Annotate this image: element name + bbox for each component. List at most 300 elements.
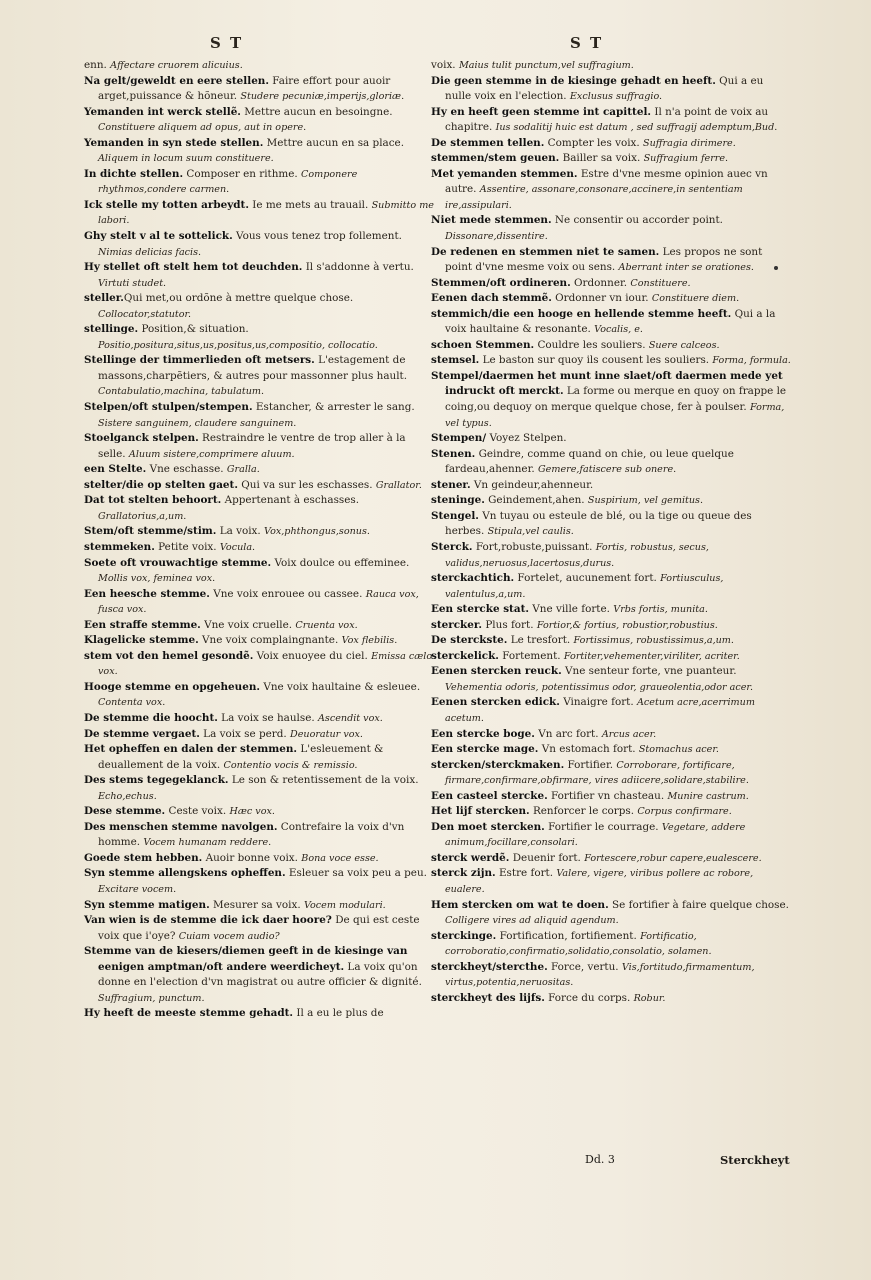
headword: stellinge. — [84, 323, 139, 336]
dictionary-entry — [431, 276, 791, 292]
latin-equivalent: Sistere sanguinem, claudere sanguinem. — [98, 417, 297, 429]
dictionary-entry — [431, 789, 791, 805]
headword: Syn stemme allengskens opheffen. — [84, 867, 286, 880]
french-definition: Restraindre le ventre de trop aller à la selle. — [98, 432, 406, 460]
headword: steller. — [84, 292, 124, 305]
headword: Dat tot stelten behoort. — [84, 494, 222, 507]
latin-equivalent: Maius tulit punctum,vel suffragium. — [458, 60, 634, 71]
latin-equivalent: Studere pecuniæ,imperijs,gloriæ. — [240, 91, 405, 103]
french-definition: Vne voix cruelle. — [200, 618, 293, 631]
dictionary-entry — [431, 898, 791, 929]
latin-equivalent: Nimias delicias facis. — [98, 246, 202, 258]
dictionary-entry — [431, 571, 791, 602]
headword: Ick stelle my totten arbeydt. — [84, 198, 249, 211]
french-definition: Fortelet, aucunement fort. — [514, 572, 657, 585]
headword: stemmen/stem geuen. — [431, 152, 560, 165]
french-definition: Le baston sur quoy ils cousent les souliers. — [479, 354, 710, 367]
headword: Goede stem hebben. — [84, 851, 203, 864]
french-definition: Fortifier vn chasteau. — [547, 789, 665, 802]
french-definition: Ceste voix. — [165, 805, 227, 818]
dictionary-entry — [84, 478, 434, 494]
dictionary-entry — [431, 618, 791, 634]
dictionary-entry — [431, 727, 791, 743]
headword: sterckheyt/stercthe. — [431, 960, 548, 973]
dictionary-entry — [84, 1006, 434, 1022]
dictionary-entry — [431, 58, 791, 74]
headword: Een stercke mage. — [431, 743, 539, 756]
ink-speck — [774, 266, 778, 270]
french-definition: Appertenant à eschasses. — [221, 494, 360, 507]
latin-equivalent: Aberrant inter se orationes. — [618, 262, 754, 274]
latin-equivalent: Vocem humanam reddere. — [143, 837, 272, 849]
dictionary-entry — [431, 338, 791, 354]
french-definition: La voix se haulse. — [217, 711, 315, 724]
headword: sterck zijn. — [431, 867, 496, 880]
latin-equivalent: Fortescere,robur capere,eualescere. — [584, 852, 762, 864]
latin-equivalent: Robur. — [633, 992, 666, 1004]
french-definition: Geindement,ahen. — [484, 494, 585, 507]
dictionary-entry — [84, 493, 434, 524]
latin-equivalent: Stipula,vel caulis. — [487, 526, 574, 538]
latin-equivalent: Gemere,fatiscere sub onere. — [538, 464, 677, 476]
dictionary-entry — [431, 804, 791, 820]
right-column — [431, 58, 791, 1006]
running-header-left: S T — [210, 34, 244, 52]
french-definition: Vn geindeur,ahenneur. — [470, 478, 594, 491]
latin-equivalent: Ius sodalitij huic est datum , sed suffragij ademptum,Bud. — [495, 122, 778, 134]
french-definition: Qui a eu nulle voix en l'election. — [445, 74, 764, 103]
french-definition: Mesurer sa voix. — [209, 898, 301, 911]
latin-equivalent: Vrbs fortis, munita. — [613, 604, 708, 616]
french-definition: Il a eu le plus de — [293, 1007, 384, 1020]
latin-equivalent: Contentio vocis & remissio. — [223, 759, 358, 771]
latin-equivalent: Constituere diem. — [651, 293, 740, 305]
french-definition: La voix se perd. — [199, 727, 287, 740]
latin-equivalent: Excitare vocem. — [98, 883, 177, 895]
french-definition: De qui est ceste voix que i'oye? — [98, 914, 420, 942]
latin-equivalent: Grallator. — [375, 479, 422, 491]
dictionary-entry — [84, 136, 434, 167]
dictionary-entry — [84, 851, 434, 867]
latin-equivalent: Rauca vox, fusca vox. — [98, 588, 419, 616]
french-definition: Vn tuyau ou esteule de blé, ou la tige ou queue des herbes. — [445, 509, 752, 538]
french-definition: Deuenir fort. — [509, 851, 581, 864]
headword: Yemanden in syn stede stellen. — [84, 136, 264, 149]
french-definition: Le tresfort. — [507, 634, 571, 647]
dictionary-entry — [431, 866, 791, 897]
dictionary-entry — [84, 291, 434, 322]
headword: De stemme die hoocht. — [84, 711, 218, 724]
dictionary-entry — [84, 167, 434, 198]
headword: Stempen/ — [431, 432, 487, 445]
headword: Des stems tegegeklanck. — [84, 774, 229, 787]
headword: De redenen en stemmen niet te samen. — [431, 245, 660, 258]
latin-equivalent: Dissonare,dissentire. — [445, 231, 548, 243]
headword: Stempel/daermen het munt inne slaet/oft daermen mede yet indruckt oft merckt. — [431, 369, 783, 398]
dictionary-entry — [431, 742, 791, 758]
dictionary-entry — [431, 758, 791, 789]
dictionary-entry — [431, 991, 791, 1007]
dictionary-entry — [431, 633, 791, 649]
french-definition: Vne senteur forte, vne puanteur. — [561, 665, 737, 678]
french-definition: Force, vertu. — [547, 960, 619, 973]
headword: Des menschen stemme navolgen. — [84, 820, 278, 833]
french-definition: Bailler sa voix. — [559, 152, 641, 165]
latin-equivalent: Suffragia dirimere. — [643, 137, 736, 149]
french-definition: Mettre aucun en besoingne. — [240, 105, 393, 118]
latin-equivalent: Contenta vox. — [98, 697, 166, 709]
french-definition: Il s'addonne à vertu. — [302, 261, 414, 274]
headword: Den moet stercken. — [431, 820, 545, 833]
latin-equivalent: Affectare cruorem alicuius. — [110, 60, 243, 71]
headword: schoen Stemmen. — [431, 338, 535, 351]
french-definition: L'esleuement & deuallement de la voix. — [98, 743, 384, 771]
headword: In dichte stellen. — [84, 167, 184, 180]
french-definition: Le son & retentissement de la voix. — [228, 774, 419, 787]
french-definition: Fortement. — [498, 649, 561, 662]
dictionary-entry — [84, 229, 434, 260]
left-column — [84, 58, 434, 1022]
latin-equivalent: Positio,positura,situs,us,positus,us,compositio, collocatio. — [98, 339, 378, 351]
french-definition: Fortifier. — [564, 758, 614, 771]
latin-equivalent: Vox flebilis. — [341, 635, 398, 647]
french-definition: Renforcer le corps. — [529, 805, 635, 818]
headword: stem vot den hemel gesondẽ. — [84, 649, 254, 662]
french-definition: Fort,robuste,puissant. — [472, 540, 593, 553]
headword: De stemme vergaet. — [84, 727, 200, 740]
headword: Stengel. — [431, 509, 479, 522]
headword: steninge. — [431, 494, 485, 507]
dictionary-entry — [84, 431, 434, 462]
latin-equivalent: Vis,fortitudo,firmamentum, virtus,potentia,neruositas. — [445, 961, 755, 989]
dictionary-entry — [431, 151, 791, 167]
french-definition: Voix doulce ou effeminee. — [271, 556, 410, 569]
headword: stercker. — [431, 618, 483, 631]
headword: Klagelicke stemme. — [84, 634, 199, 647]
headword: Yemanden int werck stellẽ. — [84, 105, 241, 118]
signature-mark: Dd. 3 — [585, 1153, 615, 1166]
dictionary-entry — [431, 447, 791, 478]
french-definition: Vn arc fort. — [534, 727, 599, 740]
french-definition: Vn estomach fort. — [538, 743, 636, 756]
latin-equivalent: Vocem modulari. — [303, 899, 386, 911]
headword: De sterckste. — [431, 634, 508, 647]
latin-equivalent: Forma, formula. — [712, 355, 791, 367]
french-definition: Les propos ne sont point d'vne mesme voix ou sens. — [445, 245, 763, 274]
dictionary-entry — [84, 400, 434, 431]
dictionary-entry — [431, 602, 791, 618]
latin-equivalent: Vocalis, e. — [594, 324, 643, 336]
dictionary-entry — [84, 742, 434, 773]
headword: stemmich/die een hooge en hellende stemme heeft. — [431, 307, 732, 320]
dictionary-entry — [431, 167, 791, 214]
french-definition: Contrefaire la voix d'vn homme. — [98, 820, 405, 849]
dictionary-entry — [84, 524, 434, 540]
french-definition: Ordonner vn iour. — [551, 292, 649, 305]
headword: Dese stemme. — [84, 805, 166, 818]
headword: Van wien is de stemme die ick daer hoore? — [84, 914, 332, 927]
dictionary-entry — [84, 462, 434, 478]
dictionary-entry — [431, 431, 791, 447]
dictionary-entry — [84, 711, 434, 727]
headword: Met yemanden stemmen. — [431, 167, 578, 180]
dictionary-entry — [84, 58, 434, 74]
dictionary-entry — [84, 74, 434, 105]
headword: Eenen dach stemmẽ. — [431, 292, 552, 305]
french-definition: Voix enuoyee du ciel. — [253, 649, 368, 662]
headword: Hy stellet oft stelt hem tot deuchden. — [84, 261, 303, 274]
dictionary-entry — [431, 851, 791, 867]
french-definition: La forme ou merque en quoy on frappe le coing,ou dequoy on merque quelque chose, fer à poulser. — [445, 385, 787, 414]
french-definition: Faire effort pour auoir arget,puissance & hõneur. — [98, 74, 391, 103]
latin-equivalent: Assentire, assonare,consonare,accinere,in sententiam ire,assipulari. — [445, 184, 743, 211]
headword: Niet mede stemmen. — [431, 214, 552, 227]
latin-equivalent: Suffragium ferre. — [643, 153, 729, 165]
french-definition: Ie me mets au trauail. — [248, 198, 369, 211]
headword: sterck werdẽ. — [431, 851, 510, 864]
latin-equivalent: Submitto me labori. — [98, 199, 434, 227]
dictionary-entry — [431, 540, 791, 571]
french-definition: Fortifier le courrage. — [544, 820, 659, 833]
latin-equivalent: Suffragium, punctum. — [98, 992, 205, 1004]
french-definition: La voix qu'on donne en l'election d'vn magistrat ou autre officier & dignité. — [98, 960, 422, 989]
headword: stelter/die op stelten gaet. — [84, 478, 238, 491]
headword: sterckheyt des lijfs. — [431, 991, 545, 1004]
headword: Stemme van de kiesers/diemen geeft in de kiesinge van eenigen amptman/oft andere weerdicheyt. — [84, 945, 408, 973]
latin-equivalent: Exclusus suffragio. — [569, 91, 663, 103]
headword: Eenen stercken edick. — [431, 696, 560, 709]
french-definition: Composer en rithme. — [183, 167, 298, 180]
latin-equivalent: Ascendit vox. — [317, 712, 383, 724]
french-definition: Vne voix enrouee ou cassee. — [209, 587, 363, 600]
latin-equivalent: Fortis, robustus, secus, validus,neruosus,lacertosus,durus. — [445, 541, 709, 569]
headword: Hooge stemme en opgeheuen. — [84, 680, 261, 693]
dictionary-entry — [431, 509, 791, 540]
french-definition: Petite voix. — [154, 540, 217, 553]
french-definition: Vne eschasse. — [146, 463, 224, 476]
latin-equivalent: Mollis vox, feminea vox. — [98, 573, 216, 585]
headword: Sterck. — [431, 540, 473, 553]
dictionary-entry — [84, 260, 434, 291]
latin-equivalent: Fortior,& fortius, robustior,robustius. — [536, 619, 718, 631]
french-definition: L'estagement de massons,charpẽtiers, & autres pour massonner plus hault. — [98, 354, 408, 382]
dictionary-entry — [84, 804, 434, 820]
french-definition: Voyez Stelpen. — [486, 432, 567, 445]
latin-equivalent: Cuiam vocem audio? — [178, 930, 280, 942]
latin-equivalent: Fortissimus, robustissimus,a,um. — [573, 635, 734, 647]
french-definition: Esleuer sa voix peu a peu. — [285, 867, 427, 880]
french-definition: enn. — [84, 59, 111, 71]
dictionary-entry — [431, 245, 791, 276]
latin-equivalent: Componere rhythmos,condere carmen. — [98, 168, 358, 196]
latin-equivalent: Emissa cælo vox. — [98, 650, 433, 678]
dictionary-entry — [431, 695, 791, 726]
latin-equivalent: Vocula. — [219, 541, 256, 553]
dictionary-entry — [84, 944, 434, 1006]
french-definition: Plus fort. — [482, 618, 534, 631]
headword: Syn stemme matigen. — [84, 898, 210, 911]
latin-equivalent: Echo,echus. — [98, 790, 157, 802]
latin-equivalent: Contabulatio,machina, tabulatum. — [98, 386, 265, 398]
dictionary-entry — [431, 353, 791, 369]
dictionary-entry — [84, 198, 434, 229]
headword: Stelpen/oft stulpen/stempen. — [84, 401, 253, 414]
french-definition: Couldre les souliers. — [534, 338, 646, 351]
dictionary-entry — [84, 322, 434, 353]
latin-equivalent: Forma, vel typus. — [445, 402, 785, 429]
headword: Hem stercken om wat te doen. — [431, 898, 609, 911]
latin-equivalent: Corpus confirmare. — [637, 806, 732, 818]
latin-equivalent: Suere calceos. — [648, 339, 720, 351]
headword: Stemmen/oft ordineren. — [431, 276, 571, 289]
headword: Hy heeft de meeste stemme gehadt. — [84, 1007, 294, 1020]
dictionary-entry — [431, 649, 791, 665]
dictionary-entry — [431, 213, 791, 244]
latin-equivalent: Munire castrum. — [667, 790, 749, 802]
dictionary-entry — [84, 540, 434, 556]
dictionary-entry — [431, 960, 791, 991]
dictionary-entry — [84, 633, 434, 649]
dictionary-entry — [431, 105, 791, 136]
latin-equivalent: Fortiusculus, valentulus,a,um. — [445, 573, 724, 600]
french-definition: Estancher, & arrester le sang. — [252, 401, 415, 414]
latin-equivalent: Bona voce esse. — [301, 852, 379, 864]
headword: Een heesche stemme. — [84, 587, 210, 600]
headword: stemmeken. — [84, 540, 155, 553]
french-definition: voix. — [431, 59, 456, 71]
headword: Een stercke stat. — [431, 603, 529, 616]
dictionary-entry — [84, 680, 434, 711]
headword: Na gelt/geweldt en eere stellen. — [84, 74, 269, 87]
french-definition: Qui met,ou ordõne à mettre quelque chose. — [123, 292, 354, 305]
dictionary-entry — [84, 587, 434, 618]
dictionary-entry — [84, 618, 434, 634]
dictionary-entry — [431, 929, 791, 960]
dictionary-entry — [431, 369, 791, 431]
latin-equivalent: Cruenta vox. — [295, 619, 358, 631]
latin-equivalent: Vehementia odoris, potentissimus odor, graueolentia,odor acer. — [445, 681, 754, 693]
latin-equivalent: Suspirium, vel gemitus. — [587, 495, 704, 507]
headword: sterckinge. — [431, 929, 497, 942]
latin-equivalent: Fortificatio, corroboratio,confirmatio,solidatio,consolatio, solamen. — [445, 930, 712, 958]
dictionary-entry — [84, 913, 434, 944]
dictionary-entry — [431, 820, 791, 851]
dictionary-entry — [84, 820, 434, 851]
french-definition: Geindre, comme quand on chie, ou leue quelque fardeau,ahenner. — [445, 447, 734, 476]
french-definition: Se fortifier à faire quelque chose. — [608, 898, 789, 911]
french-definition: Fortification, fortifiement. — [496, 929, 637, 942]
latin-equivalent: Aluum sistere,comprimere aluum. — [128, 448, 295, 460]
latin-equivalent: Grallatorius,a,um. — [98, 510, 187, 522]
latin-equivalent: Constituere aliquem ad opus, aut in opere. — [98, 122, 307, 134]
headword: sterckachtich. — [431, 572, 515, 585]
headword: Stoelganck stelpen. — [84, 432, 199, 445]
dictionary-entry — [431, 664, 791, 695]
dictionary-entry — [431, 74, 791, 105]
latin-equivalent: Gralla. — [226, 464, 260, 476]
headword: Eenen stercken reuck. — [431, 665, 562, 678]
running-header-right: S T — [570, 34, 604, 52]
latin-equivalent: Vox,phthongus,sonus. — [264, 526, 370, 538]
french-definition: Vne voix haultaine & esleuee. — [260, 680, 421, 693]
french-definition: Position,& situation. — [138, 323, 249, 336]
french-definition: Estre d'vne mesme opinion auec vn autre. — [445, 167, 768, 196]
latin-equivalent: Vegetare, addere animum,focillare,consolari. — [445, 821, 746, 849]
headword: Een straffe stemme. — [84, 618, 201, 631]
french-definition: Il n'a point de voix au chapitre. — [445, 105, 769, 134]
latin-equivalent: Valere, vigere, viribus pollere ac robore, eualere. — [445, 868, 754, 895]
dictionary-entry — [84, 353, 434, 400]
headword: Ghy stelt v al te sottelick. — [84, 230, 233, 243]
latin-equivalent: Colligere vires ad aliquid agendum. — [445, 915, 619, 927]
headword: Die geen stemme in de kiesinge gehadt en heeft. — [431, 74, 716, 87]
dictionary-entry — [431, 478, 791, 494]
dictionary-entry — [431, 136, 791, 152]
headword: stener. — [431, 478, 471, 491]
french-definition: Vous vous tenez trop follement. — [232, 230, 402, 243]
latin-equivalent: Stomachus acer. — [638, 744, 719, 756]
french-definition: Force du corps. — [544, 991, 631, 1004]
headword: Stem/oft stemme/stim. — [84, 525, 217, 538]
french-definition: Qui va sur les eschasses. — [237, 478, 373, 491]
french-definition: Qui a la voix haultaine & resonante. — [445, 307, 776, 336]
latin-equivalent: Aliquem in locum suum constituere. — [98, 153, 274, 165]
headword: Het opheffen en dalen der stemmen. — [84, 743, 298, 756]
headword: stemsel. — [431, 354, 480, 367]
headword: Een stercke boge. — [431, 727, 535, 740]
catchword: Sterckheyt — [720, 1153, 790, 1167]
latin-equivalent: Arcus acer. — [601, 728, 657, 740]
latin-equivalent: Fortiter,vehementer,viriliter, acriter. — [563, 650, 740, 662]
dictionary-entry — [84, 556, 434, 587]
dictionary-entry — [84, 727, 434, 743]
dictionary-entry — [431, 291, 791, 307]
french-definition: La voix. — [216, 525, 261, 538]
french-definition: Compter les voix. — [544, 136, 640, 149]
french-definition: Auoir bonne voix. — [202, 851, 298, 864]
latin-equivalent: Virtuti studet. — [98, 277, 167, 289]
headword: stercken/sterckmaken. — [431, 758, 565, 771]
latin-equivalent: Hæc vox. — [229, 806, 275, 818]
latin-equivalent: Acetum acre,acerrimum acetum. — [445, 697, 755, 724]
dictionary-entry — [84, 866, 434, 897]
dictionary-entry — [84, 649, 434, 680]
headword: Hy en heeft geen stemme int capittel. — [431, 105, 652, 118]
dictionary-entry — [84, 898, 434, 914]
french-definition: Mettre aucun en sa place. — [263, 136, 404, 149]
dictionary-entry — [84, 773, 434, 804]
french-definition: Ordonner. — [570, 276, 628, 289]
headword: Soete oft vrouwachtige stemme. — [84, 556, 272, 569]
french-definition: Vinaigre fort. — [559, 696, 634, 709]
headword: sterckelick. — [431, 649, 499, 662]
latin-equivalent: Constituere. — [630, 277, 691, 289]
latin-equivalent: Collocator,statutor. — [98, 308, 192, 320]
french-definition: Ne consentir ou accorder point. — [551, 214, 723, 227]
headword: Een casteel stercke. — [431, 789, 548, 802]
latin-equivalent: Corroborare, fortificare, firmare,confirmare,obfirmare, vires adiicere,solidare,stabilire. — [445, 759, 749, 787]
dictionary-entry — [84, 105, 434, 136]
french-definition: Estre fort. — [495, 867, 554, 880]
headword: een Stelte. — [84, 463, 147, 476]
french-definition: Vne voix complaingnante. — [198, 634, 339, 647]
french-definition: Vne ville forte. — [529, 603, 610, 616]
headword: Stellinge der timmerlieden oft metsers. — [84, 354, 315, 367]
headword: De stemmen tellen. — [431, 136, 545, 149]
dictionary-entry — [431, 307, 791, 338]
headword: Het lijf stercken. — [431, 805, 530, 818]
headword: Stenen. — [431, 447, 476, 460]
